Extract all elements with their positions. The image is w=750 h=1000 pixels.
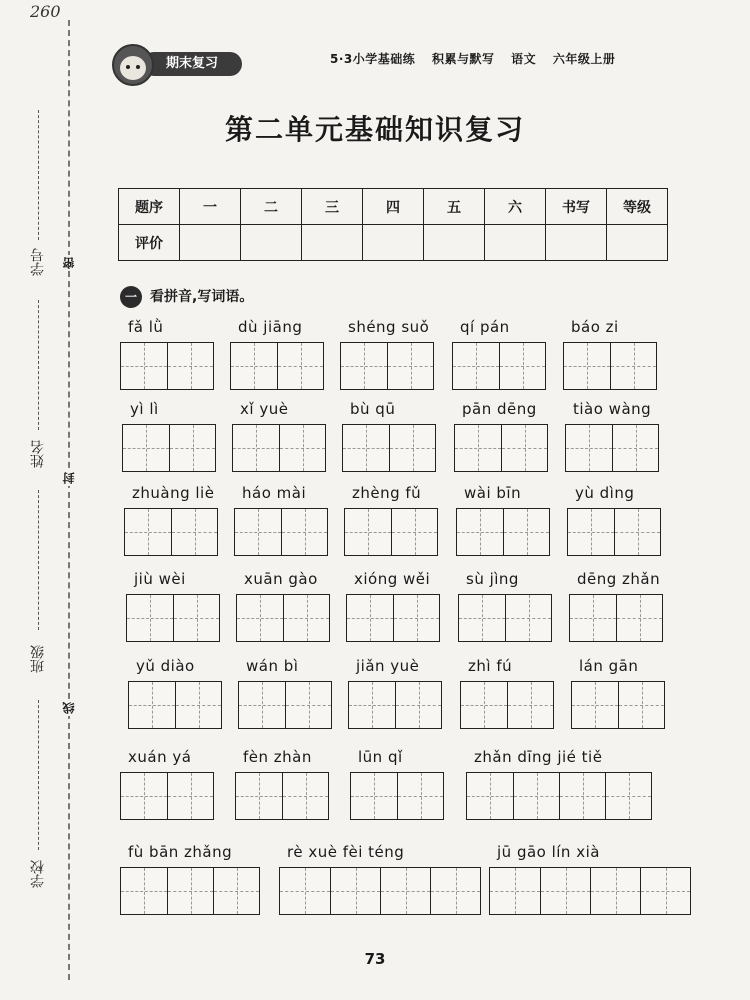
- character-box[interactable]: [380, 868, 430, 914]
- pinyin-prompt: zhǎn dīng jié tiě: [474, 748, 603, 766]
- score-header-cell: 书写: [546, 189, 607, 225]
- character-box[interactable]: [343, 425, 389, 471]
- character-box[interactable]: [285, 682, 331, 728]
- writing-grid: [571, 681, 665, 729]
- character-box[interactable]: [233, 425, 279, 471]
- character-box[interactable]: [590, 868, 640, 914]
- character-box[interactable]: [387, 343, 433, 389]
- writing-grid: [236, 594, 330, 642]
- character-box[interactable]: [231, 343, 277, 389]
- pinyin-prompt: yù dìng: [575, 484, 635, 502]
- character-box[interactable]: [173, 595, 219, 641]
- score-header-row: [119, 189, 668, 225]
- score-eval-cell[interactable]: [302, 225, 363, 261]
- character-box[interactable]: [499, 343, 545, 389]
- character-box[interactable]: [501, 425, 547, 471]
- writing-grid: [460, 681, 554, 729]
- character-box[interactable]: [507, 682, 553, 728]
- section-instruction: 看拼音,写词语。: [150, 289, 254, 305]
- writing-grid: [466, 772, 652, 820]
- school-blank: [38, 700, 39, 850]
- pinyin-prompt: shéng suǒ: [348, 318, 430, 336]
- writing-grid: [234, 508, 328, 556]
- character-box[interactable]: [467, 773, 513, 819]
- character-box[interactable]: [397, 773, 443, 819]
- character-box[interactable]: [171, 509, 217, 555]
- character-box[interactable]: [566, 425, 612, 471]
- pinyin-prompt: zhèng fǔ: [352, 484, 422, 502]
- score-eval-label: 评价: [119, 225, 180, 261]
- badge-label: 期末复习: [142, 52, 242, 76]
- pinyin-prompt: xuān gào: [244, 570, 318, 588]
- character-box[interactable]: [564, 343, 610, 389]
- pinyin-prompt: bù qū: [350, 400, 396, 418]
- pinyin-prompt: jiù wèi: [134, 570, 186, 588]
- score-header-cell: 三: [302, 189, 363, 225]
- character-box[interactable]: [614, 509, 660, 555]
- school-label: 学校: [30, 860, 46, 888]
- pinyin-prompt: xióng wěi: [354, 570, 431, 588]
- section-number: 一: [120, 286, 142, 308]
- pinyin-prompt: zhì fú: [468, 657, 513, 675]
- writing-grid: [563, 342, 657, 390]
- pinyin-prompt: tiào wàng: [573, 400, 652, 418]
- book-name: 积累与默写: [431, 52, 495, 66]
- grade-name: 六年级上册: [552, 52, 616, 66]
- character-box[interactable]: [568, 509, 614, 555]
- character-box[interactable]: [280, 868, 330, 914]
- pinyin-prompt: fèn zhàn: [243, 748, 312, 766]
- character-box[interactable]: [457, 509, 503, 555]
- score-eval-row: [119, 225, 668, 261]
- pinyin-prompt: zhuàng liè: [132, 484, 215, 502]
- character-box[interactable]: [389, 425, 435, 471]
- page-number: 73: [364, 950, 386, 968]
- character-box[interactable]: [513, 773, 559, 819]
- character-box[interactable]: [640, 868, 690, 914]
- book-header: [330, 50, 627, 67]
- pinyin-prompt: dēng zhǎn: [577, 570, 661, 588]
- writing-grid: [344, 508, 438, 556]
- pinyin-prompt: xǐ yuè: [240, 400, 289, 418]
- character-box[interactable]: [393, 595, 439, 641]
- score-header-cell: 六: [485, 189, 546, 225]
- character-box[interactable]: [540, 868, 590, 914]
- character-box[interactable]: [169, 425, 215, 471]
- score-eval-cell[interactable]: [546, 225, 607, 261]
- pinyin-prompt: wài bīn: [464, 484, 522, 502]
- pinyin-prompt: lán gān: [579, 657, 639, 675]
- page-title: 第二单元基础知识复习: [224, 113, 525, 146]
- writing-grid: [567, 508, 661, 556]
- writing-grid: [454, 424, 548, 472]
- character-box[interactable]: [123, 425, 169, 471]
- score-header-cell: 二: [241, 189, 302, 225]
- character-box[interactable]: [459, 595, 505, 641]
- writing-grid: [235, 772, 329, 820]
- character-box[interactable]: [345, 509, 391, 555]
- pinyin-prompt: yǔ diào: [136, 657, 195, 675]
- character-box[interactable]: [129, 682, 175, 728]
- name-label: 姓名: [30, 440, 46, 468]
- pinyin-prompt: pān dēng: [462, 400, 537, 418]
- writing-grid: [238, 681, 332, 729]
- seal-char-mi: 密: [62, 257, 76, 269]
- character-box[interactable]: [167, 868, 213, 914]
- character-box[interactable]: [430, 868, 480, 914]
- character-box[interactable]: [121, 868, 167, 914]
- binding-cut-line: [68, 20, 70, 980]
- character-box[interactable]: [121, 343, 167, 389]
- pinyin-prompt: lūn qǐ: [358, 748, 403, 766]
- character-box[interactable]: [618, 682, 664, 728]
- character-box[interactable]: [279, 425, 325, 471]
- character-box[interactable]: [121, 773, 167, 819]
- name-blank: [38, 300, 39, 430]
- writing-grid: [124, 508, 218, 556]
- character-box[interactable]: [570, 595, 616, 641]
- character-box[interactable]: [612, 425, 658, 471]
- pinyin-prompt: sù jìng: [466, 570, 519, 588]
- handwritten-page-note: 260: [30, 2, 61, 21]
- character-box[interactable]: [277, 343, 323, 389]
- writing-grid: [348, 681, 442, 729]
- character-box[interactable]: [283, 595, 329, 641]
- character-box[interactable]: [213, 868, 259, 914]
- character-box[interactable]: [347, 595, 393, 641]
- writing-grid: [122, 424, 216, 472]
- pinyin-prompt: wán bì: [246, 657, 299, 675]
- character-box[interactable]: [605, 773, 651, 819]
- section-heading: [120, 286, 253, 308]
- student-mascot-icon: [112, 44, 154, 86]
- character-box[interactable]: [572, 682, 618, 728]
- character-box[interactable]: [235, 509, 281, 555]
- seal-char-xian: 线: [62, 702, 76, 714]
- student-id-label: 学号: [30, 248, 46, 276]
- pinyin-prompt: fǎ lǜ: [128, 318, 164, 336]
- pinyin-prompt: fù bān zhǎng: [128, 843, 233, 861]
- pinyin-prompt: dù jiāng: [238, 318, 303, 336]
- writing-grid: [230, 342, 324, 390]
- score-header-cell: 五: [424, 189, 485, 225]
- pinyin-prompt: báo zi: [571, 318, 619, 336]
- score-eval-cell[interactable]: [363, 225, 424, 261]
- writing-grid: [342, 424, 436, 472]
- writing-grid: [279, 867, 481, 915]
- writing-grid: [565, 424, 659, 472]
- character-box[interactable]: [490, 868, 540, 914]
- character-box[interactable]: [503, 509, 549, 555]
- character-box[interactable]: [395, 682, 441, 728]
- writing-grid: [350, 772, 444, 820]
- character-box[interactable]: [505, 595, 551, 641]
- writing-grid: [346, 594, 440, 642]
- score-table: [118, 188, 668, 261]
- writing-grid: [340, 342, 434, 390]
- pinyin-prompt: qí pán: [460, 318, 510, 336]
- class-label: 班级: [30, 645, 46, 673]
- writing-grid: [120, 867, 260, 915]
- seal-char-feng: 封: [62, 472, 76, 484]
- character-box[interactable]: [237, 595, 283, 641]
- pinyin-prompt: yì lì: [130, 400, 159, 418]
- character-box[interactable]: [349, 682, 395, 728]
- character-box[interactable]: [351, 773, 397, 819]
- writing-grid: [458, 594, 552, 642]
- character-box[interactable]: [453, 343, 499, 389]
- writing-grid: [232, 424, 326, 472]
- score-eval-cell[interactable]: [424, 225, 485, 261]
- subject-name: 语文: [511, 52, 537, 66]
- score-eval-cell[interactable]: [485, 225, 546, 261]
- series-name: 5·3小学基础练: [330, 52, 416, 66]
- character-box[interactable]: [175, 682, 221, 728]
- writing-grid: [569, 594, 663, 642]
- writing-grid: [452, 342, 546, 390]
- writing-grid: [120, 772, 214, 820]
- character-box[interactable]: [239, 682, 285, 728]
- character-box[interactable]: [167, 343, 213, 389]
- character-box[interactable]: [616, 595, 662, 641]
- character-box[interactable]: [610, 343, 656, 389]
- character-box[interactable]: [330, 868, 380, 914]
- character-box[interactable]: [341, 343, 387, 389]
- character-box[interactable]: [461, 682, 507, 728]
- character-box[interactable]: [281, 509, 327, 555]
- pinyin-prompt: xuán yá: [128, 748, 192, 766]
- character-box[interactable]: [167, 773, 213, 819]
- pinyin-prompt: rè xuè fèi téng: [287, 843, 405, 861]
- character-box[interactable]: [455, 425, 501, 471]
- score-header-cell: 等级: [607, 189, 668, 225]
- writing-grid: [120, 342, 214, 390]
- score-eval-cell[interactable]: [241, 225, 302, 261]
- character-box[interactable]: [391, 509, 437, 555]
- character-box[interactable]: [127, 595, 173, 641]
- pinyin-prompt: jū gāo lín xià: [497, 843, 600, 861]
- character-box[interactable]: [559, 773, 605, 819]
- character-box[interactable]: [236, 773, 282, 819]
- pinyin-prompt: háo mài: [242, 484, 307, 502]
- pinyin-prompt: jiǎn yuè: [356, 657, 420, 675]
- final-review-badge: [112, 44, 244, 78]
- writing-grid: [456, 508, 550, 556]
- character-box[interactable]: [282, 773, 328, 819]
- class-blank: [38, 490, 39, 630]
- score-header-cell: 四: [363, 189, 424, 225]
- writing-grid: [489, 867, 691, 915]
- writing-grid: [126, 594, 220, 642]
- score-header-cell: 题序: [119, 189, 180, 225]
- score-header-cell: 一: [180, 189, 241, 225]
- character-box[interactable]: [125, 509, 171, 555]
- writing-grid: [128, 681, 222, 729]
- score-eval-cell[interactable]: [607, 225, 668, 261]
- score-eval-cell[interactable]: [180, 225, 241, 261]
